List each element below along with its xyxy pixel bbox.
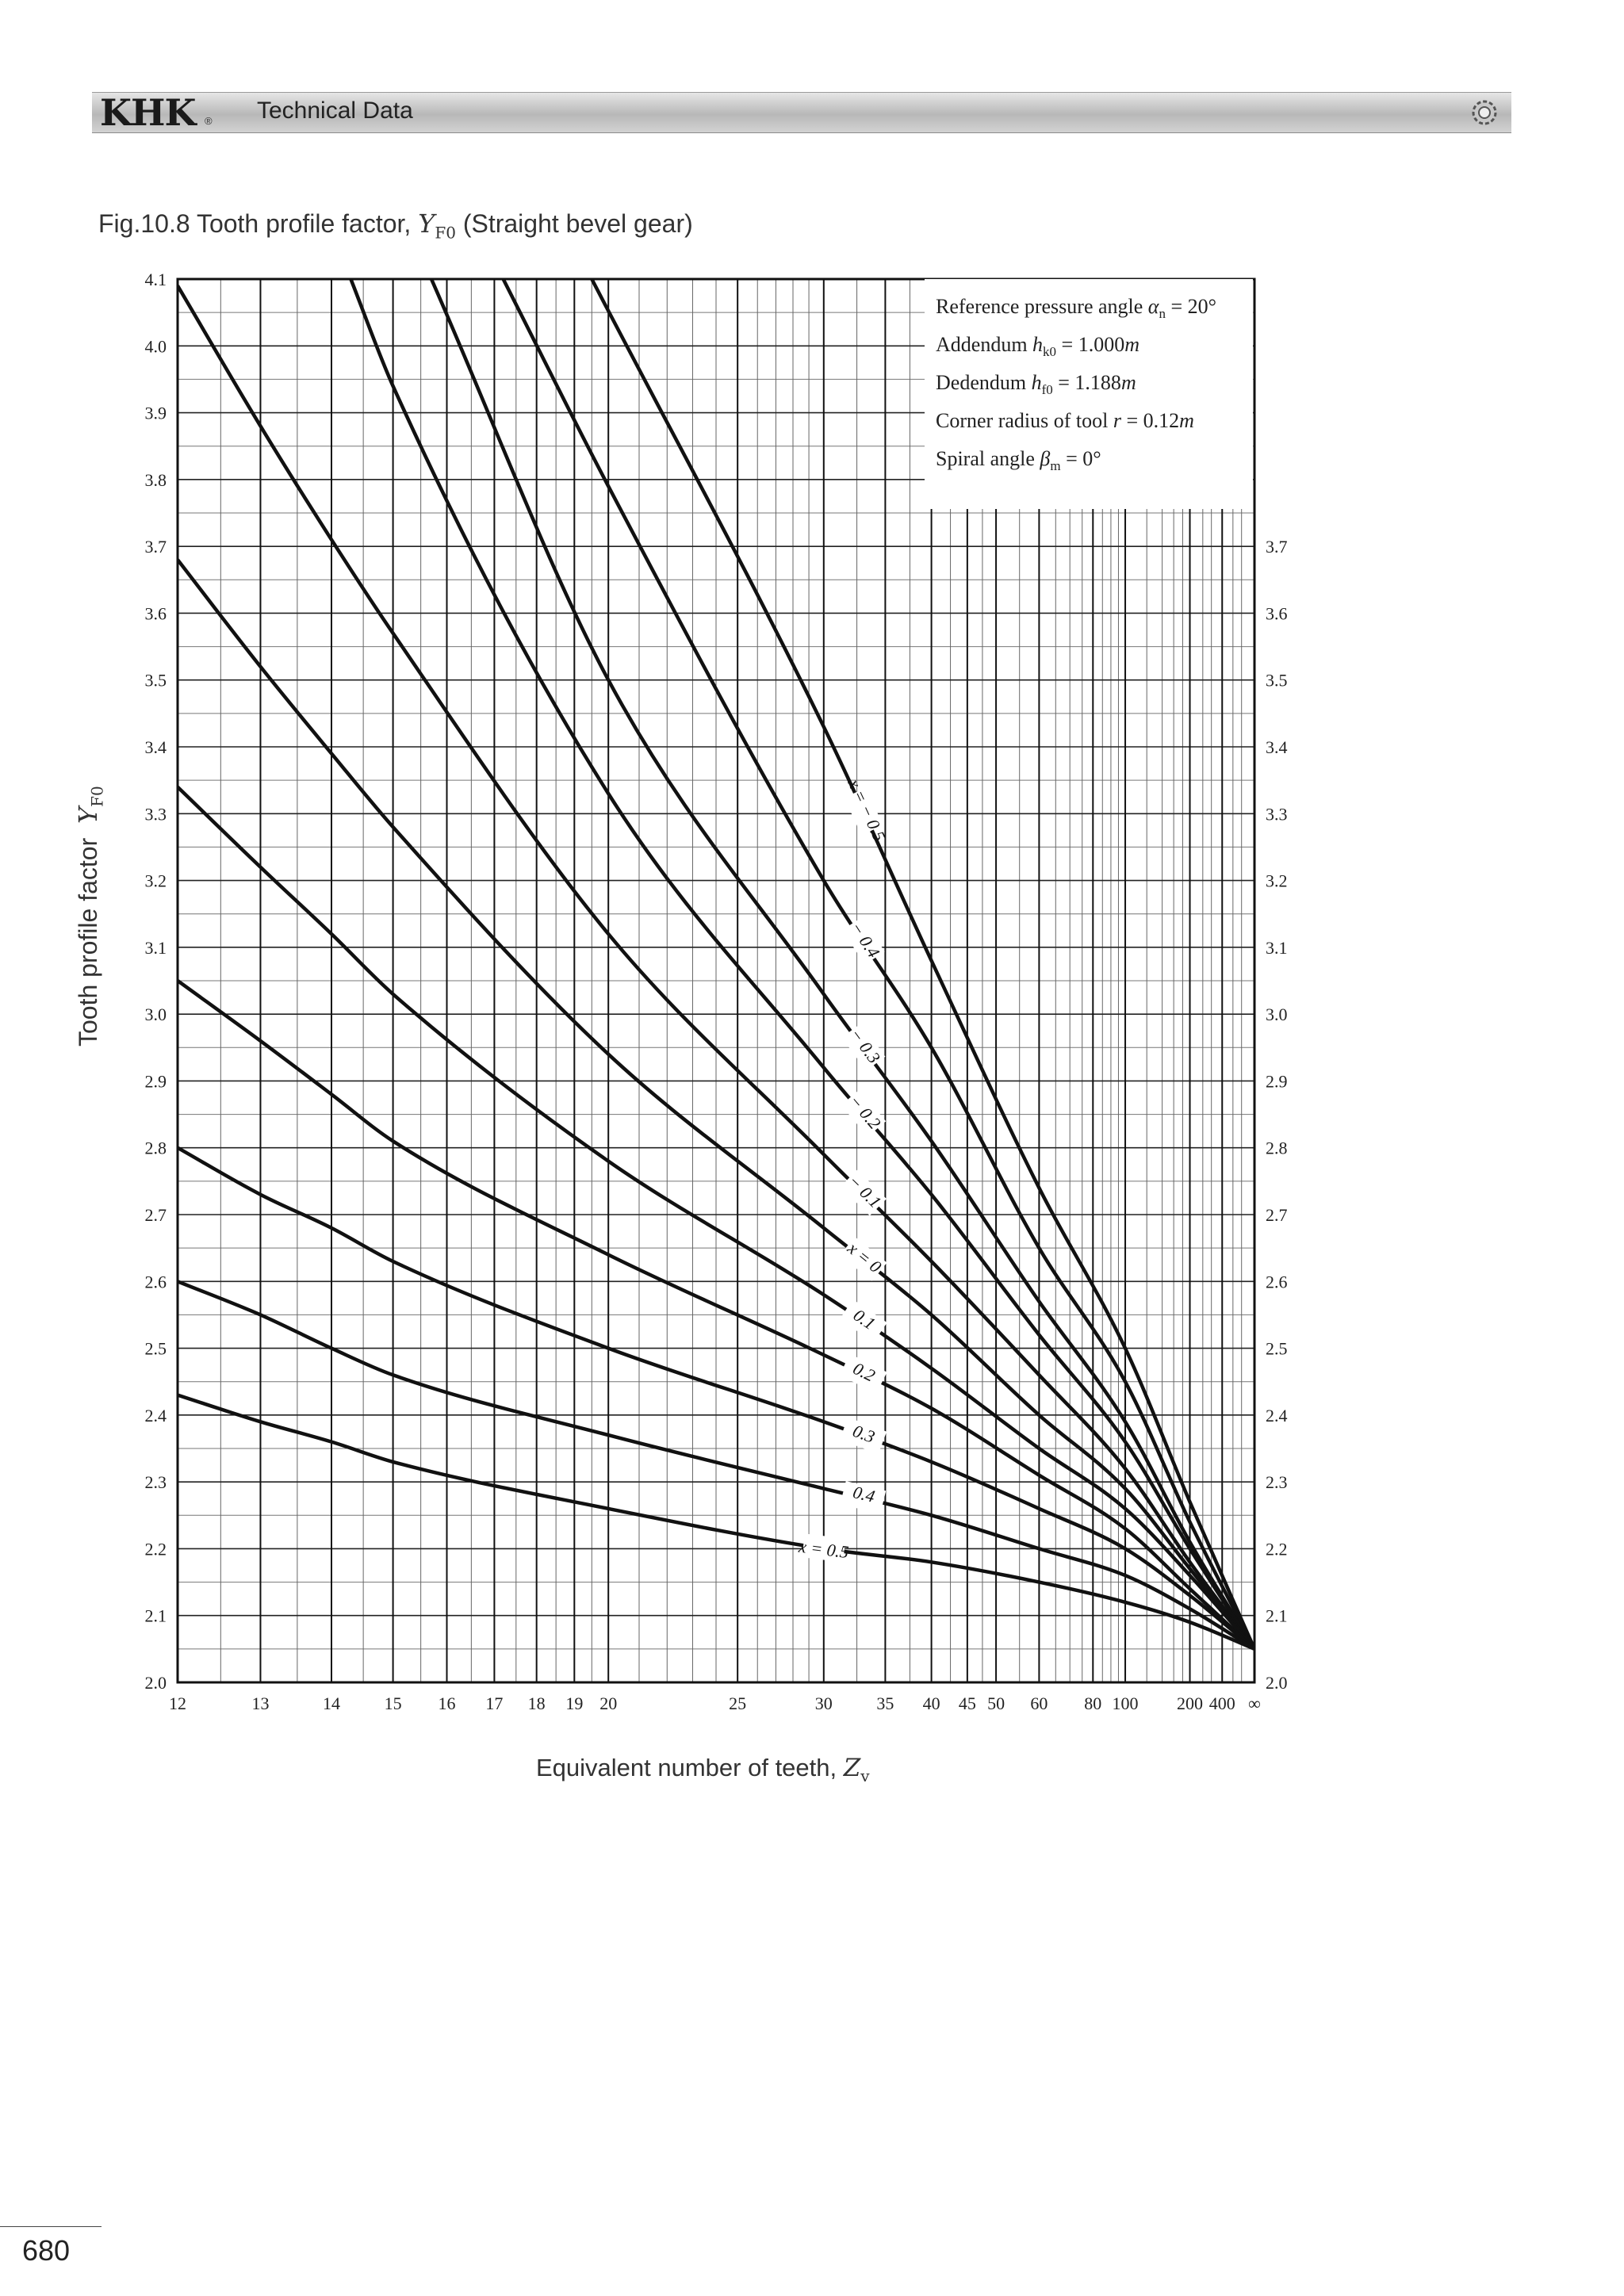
curve-label: x = − 0.5 (844, 775, 890, 844)
x-tick-label: 30 (814, 1693, 833, 1713)
page-number: 680 (22, 2234, 71, 2267)
x-tick-label: 12 (169, 1693, 186, 1713)
y-tick-label-right: 2.8 (1266, 1138, 1288, 1158)
y-tick-label-right: 2.3 (1266, 1472, 1288, 1493)
x-tick-label: 400 (1208, 1693, 1235, 1713)
y-tick-label-left: 3.0 (144, 1004, 167, 1025)
header-title: Technical Data (257, 98, 413, 124)
curve-label: 0.1 (849, 1304, 879, 1334)
curve-labels (797, 775, 890, 1563)
curve-label: 0.4 (851, 1482, 877, 1506)
y-tick-label-right: 3.5 (1266, 670, 1288, 691)
x-tick-label: 60 (1030, 1693, 1048, 1713)
x-tick-label: 45 (958, 1693, 976, 1713)
y-tick-label-left: 2.1 (144, 1605, 167, 1626)
y-tick-label-right: 2.6 (1266, 1272, 1288, 1292)
y-tick-label-left: 2.9 (144, 1071, 167, 1092)
footer-rule (0, 2226, 102, 2227)
y-tick-label-left: 2.6 (144, 1272, 167, 1292)
curve-label: − 0.1 (844, 1170, 886, 1212)
x-tick-label: 200 (1177, 1693, 1204, 1713)
curve-label: x = 0.5 (797, 1536, 850, 1563)
figure-title: Fig.10.8 Tooth profile factor, $Y_{F0}$ (Straight bevel gear) (98, 209, 693, 243)
y-tick-label-right: 3.6 (1266, 603, 1288, 624)
legend-corner-radius: Corner radius of tool r = 0.12m (936, 409, 1194, 432)
legend-dedendum: Dedendum $h_{f0} = 1.188m$ (936, 371, 1136, 398)
y-tick-label-left: 3.6 (144, 603, 167, 624)
x-tick-label: ∞ (1248, 1693, 1261, 1713)
y-tick-label-left: 2.5 (144, 1338, 167, 1359)
y-tick-label-right: 2.5 (1266, 1338, 1288, 1359)
y-tick-label-right: 2.7 (1266, 1205, 1288, 1225)
y-tick-label-right: 3.1 (1266, 937, 1288, 958)
x-tick-label: 20 (599, 1693, 618, 1713)
brand-logo: KHK (100, 91, 196, 134)
y-tick-label-left: 2.7 (144, 1205, 167, 1225)
y-tick-label-right: 3.0 (1266, 1004, 1288, 1025)
x-tick-label: 50 (987, 1693, 1005, 1713)
curve-label: − 0.3 (845, 1024, 885, 1067)
y-tick-label-right: 3.2 (1266, 871, 1288, 891)
registered-mark: ® (205, 115, 213, 127)
x-tick-label: 18 (527, 1693, 546, 1713)
curve-label: x = 0 (844, 1238, 886, 1277)
curve-label: − 0.4 (846, 918, 884, 962)
x-tick-label: 14 (323, 1693, 340, 1713)
x-axis-label: Equivalent number of teeth, $Z_v$ (536, 1754, 870, 1786)
y-tick-label-left: 3.2 (144, 871, 167, 891)
y-tick-label-left: 2.0 (144, 1673, 167, 1693)
curve-label: − 0.2 (845, 1091, 885, 1133)
x-tick-label: 19 (565, 1693, 584, 1713)
y-tick-label-left: 2.2 (144, 1539, 167, 1559)
y-tick-label-left: 3.8 (144, 469, 167, 490)
y-tick-label-right: 2.2 (1266, 1539, 1288, 1559)
x-tick-label: 25 (729, 1693, 747, 1713)
y-tick-label-left: 4.1 (144, 270, 167, 289)
x-tick-label: 80 (1084, 1693, 1102, 1713)
y-tick-label-left: 2.8 (144, 1138, 167, 1158)
y-tick-label-left: 3.4 (144, 737, 167, 757)
x-tick-label: 100 (1112, 1693, 1139, 1713)
y-tick-label-left: 3.9 (144, 403, 167, 423)
x-tick-label: 35 (876, 1693, 894, 1713)
y-tick-label-right: 2.9 (1266, 1071, 1288, 1092)
y-tick-label-left: 3.5 (144, 670, 167, 691)
y-tick-label-left: 3.7 (144, 537, 167, 557)
y-tick-label-right: 2.1 (1266, 1605, 1288, 1626)
y-tick-label-right: 3.4 (1266, 737, 1288, 757)
y-axis-label: Tooth profile factor $Y_{F0}$ (73, 786, 107, 1047)
y-tick-label-left: 3.3 (144, 804, 167, 825)
legend-addendum: Addendum $h_{k0} = 1.000m$ (936, 333, 1139, 360)
y-tick-label-left: 2.4 (144, 1405, 167, 1425)
y-tick-label-left: 4.0 (144, 336, 167, 357)
x-tick-label: 16 (438, 1693, 456, 1713)
y-tick-label-left: 3.1 (144, 937, 167, 958)
x-tick-label: 15 (384, 1693, 402, 1713)
curve-label: 0.3 (850, 1420, 878, 1447)
y-tick-label-left: 2.3 (144, 1472, 167, 1493)
y-tick-label-right: 3.3 (1266, 804, 1288, 825)
y-tick-label-right: 2.0 (1266, 1673, 1288, 1693)
y-tick-label-right: 2.4 (1266, 1405, 1288, 1425)
curve-label: 0.2 (849, 1358, 879, 1386)
x-tick-label: 17 (485, 1693, 504, 1713)
x-tick-label: 40 (922, 1693, 940, 1713)
y-tick-label-right: 3.7 (1266, 537, 1288, 557)
parameter-legend (925, 279, 1253, 509)
legend-pressure-angle: Reference pressure angle $\alpha_n = 20^\circ$ (936, 295, 1217, 322)
x-tick-label: 13 (251, 1693, 270, 1713)
legend-spiral-angle: Spiral angle $\beta_m = 0^\circ$ (936, 447, 1101, 474)
